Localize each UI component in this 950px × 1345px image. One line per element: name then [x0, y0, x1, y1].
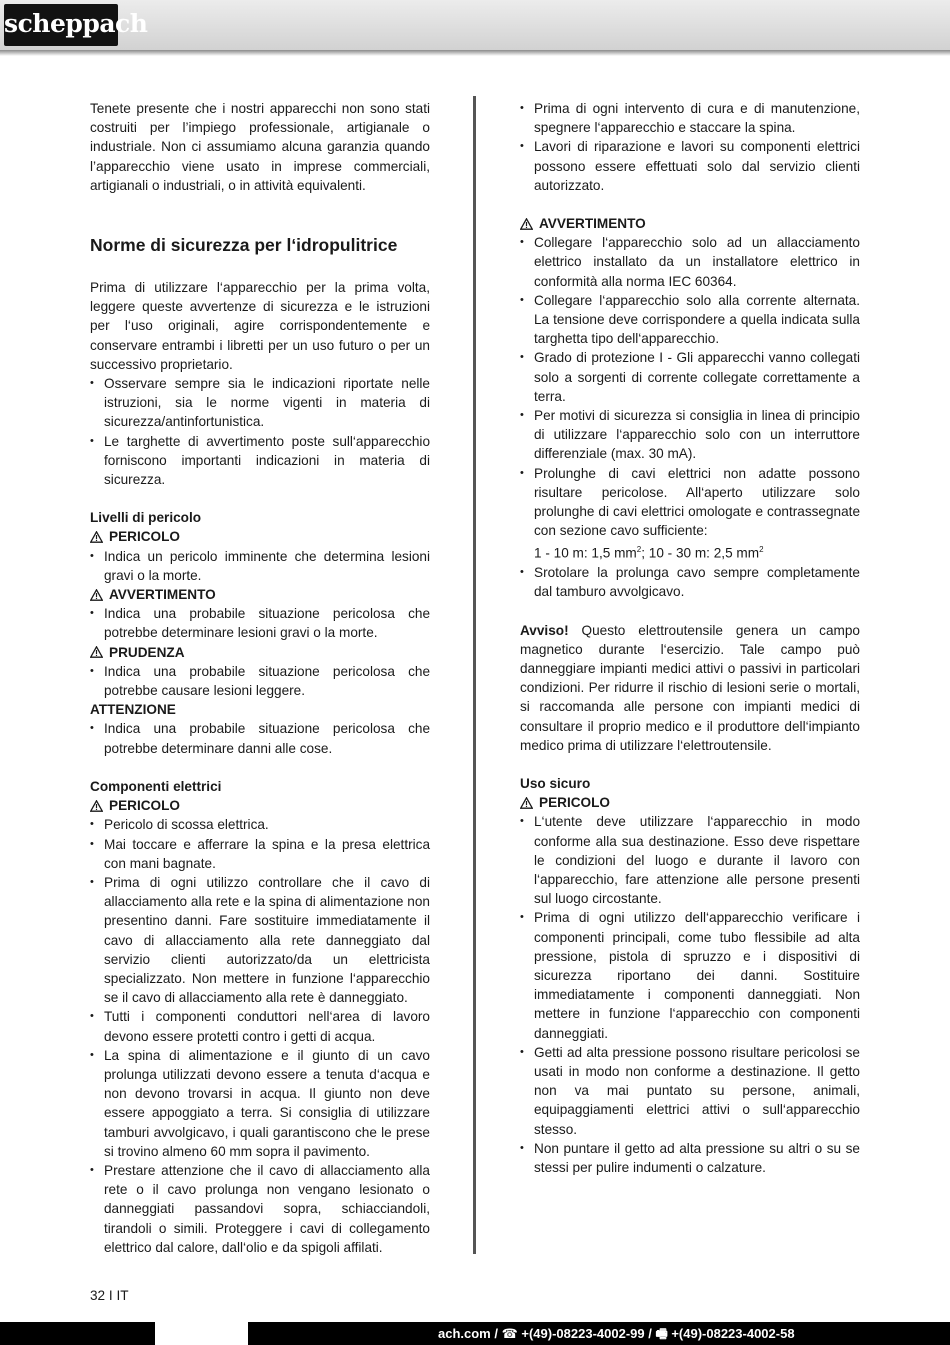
general-safety-list: [90, 374, 430, 489]
list-item: • Non puntare il getto ad alta pressione su altri o su se stessi per pulire indumenti o calzature.: [520, 1139, 860, 1177]
list-item: • Mai toccare e afferrare la spina e la presa elettrica con mani bagnate.: [90, 835, 430, 873]
attenzione-label: ATTENZIONE: [90, 702, 176, 718]
safe-use-pericolo-label: PERICOLO: [520, 793, 860, 812]
list-item: • Per motivi di sicurezza si consiglia in linea di principio di utilizzare l‘apparecchio solo con un interruttore differenziale (max. 30 mA).: [520, 406, 860, 464]
list-item: • Tutti i componenti conduttori nell‘area di lavoro devono essere protetti contro i getti di acqua.: [90, 1007, 430, 1045]
footer-white-block: [155, 1322, 248, 1345]
list-item: • Prima di ogni utilizzo dell‘apparecchio verificare i componenti principali, come tubo flessibile ad alta pressione, pistola di spruzzo e i dispositivi di sicurezza riportano dei danni. Sostituire immediatamente i componenti danneggiati. Non mettere in funzione l‘apparecchio con componenti danneggiati.: [520, 908, 860, 1042]
list-item: • Pericolo di scossa elettrica.: [90, 815, 430, 834]
maintenance-list: [520, 99, 860, 195]
notice-paragraph: Avviso! Questo elettroutensile genera un campo magnetico durante l‘esercizio. Tale campo può danneggiare impianti medici attivi o passivi in particolari condizioni. Per ridurre il rischio di lesioni serie o mortali, si raccomanda alle persone con impianti medici di consultare il proprio medico e il produttore dell‘impianto medico prima di utilizzare l‘elettroutensile.: [520, 622, 860, 753]
electrical-warning-list: [520, 233, 860, 540]
prudenza-label: PRUDENZA: [90, 643, 430, 662]
left-column: [90, 99, 430, 1257]
section-heading: Norme di sicurezza per l‘idropulitrice: [90, 235, 398, 256]
safe-use-title: Uso sicuro: [520, 776, 591, 792]
list-item: • Indica un pericolo imminente che determina lesioni gravi o la morte.: [90, 547, 430, 585]
instructions-paragraph: Prima di utilizzare l‘apparecchio per la prima volta, leggere queste avvertenze di sicurezza e le istruzioni per l‘uso originali, agire corrispondentemente e conservare entrambi i libretti per un uso futuro o per un successivo proprietario.: [90, 280, 430, 372]
header-shadow: [0, 50, 950, 56]
electric-list: [90, 815, 430, 1257]
list-item: • Osservare sempre sia le indicazioni riportate nelle istruzioni, sia le norme vigenti in materia di sicurezza/antinfortunistica.: [90, 374, 430, 432]
cable-section-spec: 1 - 10 m: 1,5 $mm^2$; 10 - 30 m: 2,5 $mm^2$: [534, 545, 764, 561]
list-item: • Prima di ogni intervento di cura e di manutenzione, spegnere l‘apparecchio e staccare la spina.: [520, 99, 860, 137]
list-item: • Indica una probabile situazione pericolosa che potrebbe determinare lesioni gravi o la morte.: [90, 604, 430, 642]
list-item: • Grado di protezione I - Gli apparecchi vanno collegati solo a sorgenti di corrente collegate correttamente a terra.: [520, 348, 860, 406]
warning-triangle-icon: [90, 531, 103, 543]
list-item: • Indica una probabile situazione pericolosa che potrebbe determinare danni alle cose.: [90, 719, 430, 757]
list-item: • Prolunghe di cavi elettrici non adatte possono risultare pericolose. All‘aperto utilizzare solo prolunghe di cavi elettrici omologate e contrassegnate con sezione cavo sufficiente:: [520, 464, 860, 541]
list-item: • L‘utente deve utilizzare l‘apparecchio in modo conforme alla sua destinazione. Esso deve rispettare le condizioni del luogo e durante il lavoro con l‘apparecchio, fare attenzione alle persone presenti sul luogo circostante.: [520, 812, 860, 908]
scheppach-logo: scheppach: [4, 4, 118, 46]
list-item: • Lavori di riparazione e lavori su componenti elettrici possono essere effettuati solo dal servizio clienti autorizzato.: [520, 137, 860, 195]
warning-triangle-icon: [520, 797, 533, 809]
electric-components-title: Componenti elettrici: [90, 778, 222, 794]
list-item: • Le targhette di avvertimento poste sull‘apparecchio forniscono importanti indicazioni in materia di sicurezza.: [90, 432, 430, 490]
list-item: • Srotolare la prolunga cavo sempre completamente dal tamburo avvolgicavo.: [520, 563, 860, 601]
list-item: • Prima di ogni utilizzo controllare che il cavo di allacciamento alla rete e la spina di alimentazione non presentino danni. Fare sostituire immediatamente il cavo di allacciamento alla rete danneggiato dal servizio clienti autorizzato/da un elettricista specializzato. Non mettere in funzione l‘apparecchio se il cavo di allacciamento alla rete è danneggiato.: [90, 873, 430, 1007]
warning-triangle-icon: [90, 589, 103, 601]
list-item: • Collegare l‘apparecchio solo alla corrente alternata. La tensione deve corrispondere a quella indicata sulla targhetta tipo dell‘apparecchio.: [520, 291, 860, 349]
warning-triangle-icon: [520, 218, 533, 230]
page-number: 32 I IT: [90, 1288, 129, 1303]
list-item: • Indica una probabile situazione pericolosa che potrebbe causare lesioni leggere.: [90, 662, 430, 700]
warning-triangle-icon: [90, 646, 103, 658]
pericolo-label: PERICOLO: [90, 527, 430, 546]
list-item: • La spina di alimentazione e il giunto di un cavo prolunga utilizzati devono essere a tenuta d‘acqua e non devono trovarsi in acqua. Il giunto non deve essere appoggiato a terra. Si consiglia di utilizzare tamburi avvolgicavo, i quali garantiscono che le prese si trovino almeno 60 mm sopra il pavimento.: [90, 1046, 430, 1161]
electric-pericolo-label: PERICOLO: [90, 796, 430, 815]
warning-triangle-icon: [90, 800, 103, 812]
avvertimento-label: AVVERTIMENTO: [90, 585, 430, 604]
avvertimento-label: AVVERTIMENTO: [520, 214, 860, 233]
safe-use-list: [520, 812, 860, 1177]
list-item: • Getti ad alta pressione possono risultare pericolosi se usati in modo non conforme a destinazione. Il getto non va mai puntato su persone, animali, equipaggiamenti elettrici attivi o sull‘apparecchio stesso.: [520, 1043, 860, 1139]
right-column: [520, 99, 860, 1177]
list-item: • Prestare attenzione che il cavo di allacciamento alla rete o il cavo prolunga non vengano lesionato o danneggiati passandovi sopra, schiacciandoli, tirandoli o simili. Proteggere i cavi di collegamento elettrico dal calore, dall‘olio e da spigoli affilati.: [90, 1161, 430, 1257]
list-item: • Collegare l‘apparecchio solo ad un allacciamento elettrico installato da un installatore elettrico in conformità alla norma IEC 60364.: [520, 233, 860, 291]
column-divider: [473, 96, 476, 1254]
intro-paragraph: Tenete presente che i nostri apparecchi non sono stati costruiti per l’impiego professionale, artigianale o industriale. Non ci assumiamo alcuna garanzia quando l’apparecchio viene usato in imprese commerciali, artigianali o industriali, o in attività equivalenti.: [90, 101, 430, 193]
footer-contact: ach.com / ☎ +(49)-08223-4002-99 / 🖷 +(49)-08223-4002-58: [438, 1326, 795, 1341]
levels-title: Livelli di pericolo: [90, 510, 202, 526]
